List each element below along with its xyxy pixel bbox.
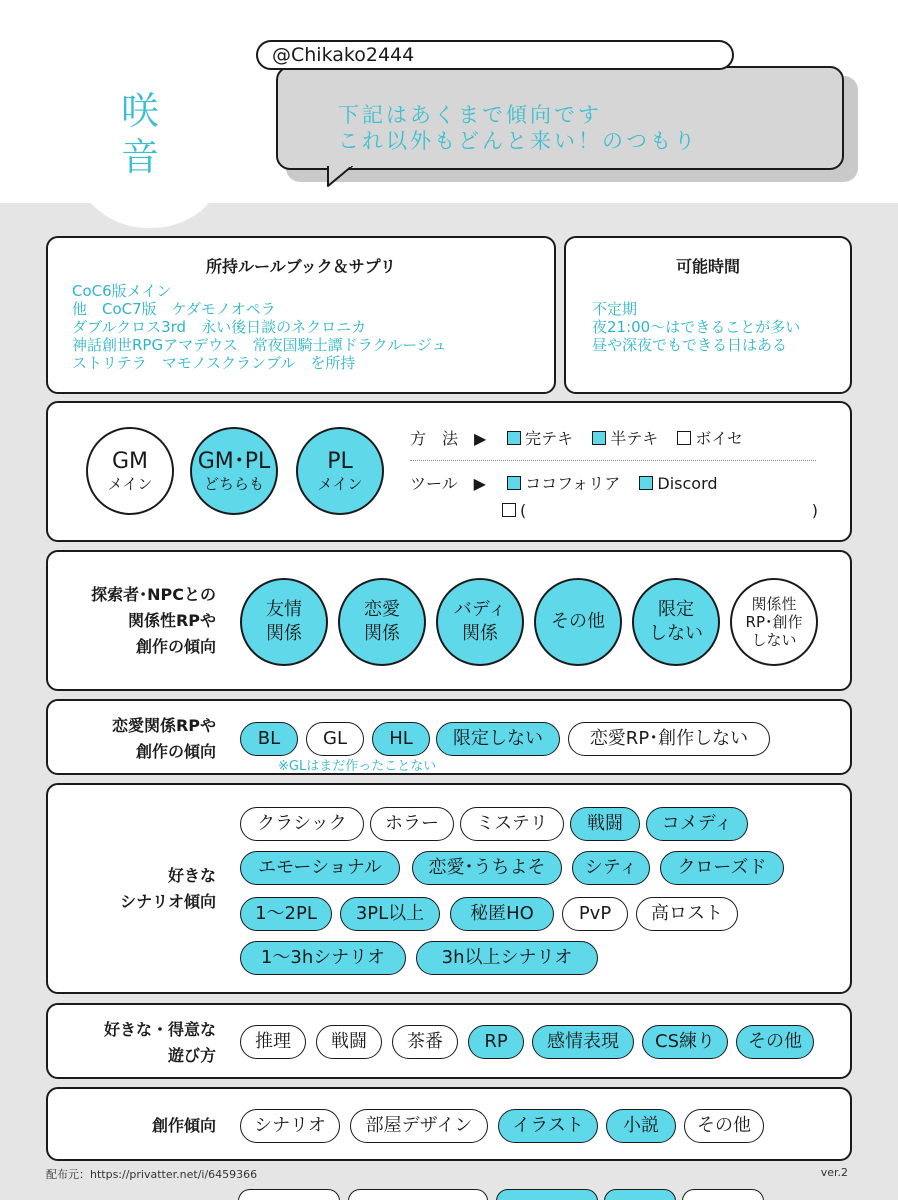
creation-label: 創作傾向 xyxy=(151,1116,216,1135)
label-line: 創作の傾向 xyxy=(135,637,216,656)
creation-other: その他 xyxy=(684,1109,764,1143)
playstyle-label xyxy=(60,1017,216,1069)
label-line: 好きな・得意な xyxy=(103,1020,216,1039)
role-gm-pl-both xyxy=(190,427,278,515)
option-line: 関係性 xyxy=(751,595,797,613)
label-line: シナリオ傾向 xyxy=(120,892,216,911)
relationship-friendship xyxy=(240,578,328,666)
twitter-handle: @Chikako2444 xyxy=(256,40,734,70)
method-option xyxy=(592,429,658,448)
source-credit: 配布元：https://privatter.net/i/6459366 xyxy=(46,1168,258,1181)
scenario-label xyxy=(60,863,216,915)
role-gm-main xyxy=(86,427,174,515)
speech-bubble-tail xyxy=(326,166,358,188)
tool-label: ツール ▶ xyxy=(410,474,486,493)
ghost-pill xyxy=(496,1189,598,1200)
scenario-classic: クラシック xyxy=(240,807,364,841)
label-line: 探索者･NPCとの xyxy=(91,585,216,604)
scenario-city: シティ xyxy=(572,851,650,885)
scenario-card xyxy=(46,783,852,994)
method-option xyxy=(507,429,573,448)
bubble-text xyxy=(338,102,698,154)
ghost-pill xyxy=(348,1189,488,1200)
scenario-1-2pl: 1〜2PL xyxy=(240,897,332,931)
option-line: しない xyxy=(649,623,703,644)
role-top: GM･PL xyxy=(197,448,271,474)
option-line: 友情 xyxy=(266,599,302,620)
method-option-label: 半テキ xyxy=(610,429,659,448)
tool-row xyxy=(410,474,718,494)
method-option-label: 完テキ xyxy=(525,429,574,448)
play-deduction: 推理 xyxy=(240,1025,306,1059)
tool-option-label: Discord xyxy=(657,474,718,493)
checkbox-icon xyxy=(677,431,691,445)
checkbox-icon xyxy=(507,476,521,490)
scenario-battle: 戦闘 xyxy=(570,807,640,841)
scenario-1-3h: 1〜3hシナリオ xyxy=(240,941,406,975)
romance-card xyxy=(46,699,852,775)
rulebooks-title: 所持ルールブック＆サプリ xyxy=(206,257,396,276)
romance-none: 恋愛RP･創作しない xyxy=(568,722,770,756)
play-rp: RP xyxy=(468,1025,524,1059)
scenario-pvp: PvP xyxy=(562,897,628,931)
scenario-3h-plus: 3h以上シナリオ xyxy=(416,941,598,975)
tool-option xyxy=(639,474,717,493)
scenario-horror: ホラー xyxy=(370,807,454,841)
play-emotion: 感情表現 xyxy=(532,1025,634,1059)
scenario-romance: 恋愛･うちよそ xyxy=(412,851,562,885)
tool-other-row xyxy=(502,501,818,521)
option-line: 恋愛 xyxy=(364,599,400,620)
role-bottom: メイン xyxy=(317,474,363,493)
tool-option xyxy=(507,474,620,493)
rulebooks-list xyxy=(72,282,447,372)
scenario-3pl-plus: 3PL以上 xyxy=(340,897,440,931)
role-top: GM xyxy=(111,448,149,474)
time-card xyxy=(564,236,852,394)
time-line: 不定期 xyxy=(592,300,638,318)
next-sheet-edge xyxy=(0,1185,898,1200)
scenario-closed: クローズド xyxy=(660,851,784,885)
relationship-unlimited xyxy=(632,578,720,666)
option-line: RP･創作 xyxy=(745,613,803,631)
romance-hl: HL xyxy=(372,722,430,756)
scenario-mystery: ミステリ xyxy=(460,807,564,841)
time-line: 昼や深夜でもできる日はある xyxy=(592,336,788,354)
label-line: 関係性RPや xyxy=(127,611,216,630)
play-cs: CS練り xyxy=(642,1025,728,1059)
ghost-pill xyxy=(682,1189,764,1200)
rulebook-line: 神話創世RPGアマデウス 常夜国騎士譚ドラクルージュ xyxy=(72,336,447,354)
option-line: しない xyxy=(751,631,797,649)
option-line: その他 xyxy=(551,611,605,632)
romance-bl: BL xyxy=(240,722,298,756)
label-line: 好きな xyxy=(167,866,216,885)
scenario-emotional: エモーショナル xyxy=(240,851,400,885)
romance-label xyxy=(60,713,216,765)
checkbox-icon xyxy=(592,431,606,445)
scenario-high-lost: 高ロスト xyxy=(636,897,738,931)
rulebook-line: CoC6版メイン xyxy=(72,282,172,300)
label-line: 創作の傾向 xyxy=(135,742,216,761)
creation-scenario: シナリオ xyxy=(240,1109,340,1143)
scenario-secret-ho: 秘匿HO xyxy=(450,897,554,931)
time-line: 夜21:00〜はできることが多い xyxy=(592,318,801,336)
relationship-none xyxy=(730,578,818,666)
option-line: バディ xyxy=(453,599,507,620)
checkbox-icon xyxy=(502,503,516,517)
time-title: 可能時間 xyxy=(675,257,740,276)
play-battle: 戦闘 xyxy=(316,1025,382,1059)
playstyle-card xyxy=(46,1003,852,1079)
role-top: PL xyxy=(327,448,353,474)
rulebook-line: ストリテラ マモノスクランブル を所持 xyxy=(72,354,356,372)
dotted-divider xyxy=(410,460,816,461)
method-option-label: ボイセ xyxy=(695,429,743,448)
option-line: 関係 xyxy=(462,623,498,644)
role-bottom: メイン xyxy=(107,474,153,493)
checkbox-icon xyxy=(639,476,653,490)
relationship-card xyxy=(46,550,852,691)
ghost-pill xyxy=(238,1189,340,1200)
relationship-buddy xyxy=(436,578,524,666)
other-close: ) xyxy=(811,501,818,520)
other-open: ( xyxy=(520,501,527,520)
option-line: 関係 xyxy=(266,623,302,644)
bubble-line: これ以外もどんと来い！のつもり xyxy=(338,129,698,153)
romance-note: ※GLはまだ作ったことない xyxy=(278,759,437,774)
role-bottom: どちらも xyxy=(203,474,264,493)
ghost-pill xyxy=(604,1189,676,1200)
version-label: ver.2 xyxy=(820,1166,848,1179)
role-card xyxy=(46,401,852,542)
option-line: 関係 xyxy=(364,623,400,644)
label-line: 恋愛関係RPや xyxy=(111,716,216,735)
creation-novel: 小説 xyxy=(606,1109,676,1143)
relationship-other xyxy=(534,578,622,666)
method-option xyxy=(677,429,743,448)
creation-illustration: イラスト xyxy=(498,1109,598,1143)
tool-option-label: ココフォリア xyxy=(525,474,621,493)
character-name: 咲音 xyxy=(120,89,161,179)
option-line: 限定 xyxy=(658,599,694,620)
play-banter: 茶番 xyxy=(392,1025,458,1059)
creation-card xyxy=(46,1087,852,1161)
bubble-line: 下記はあくまで傾向です xyxy=(338,103,602,127)
relationship-label xyxy=(60,582,216,660)
romance-gl: GL xyxy=(306,722,364,756)
scenario-comedy: コメディ xyxy=(646,807,748,841)
creation-room-design: 部屋デザイン xyxy=(350,1109,488,1143)
checkbox-icon xyxy=(507,431,521,445)
rulebook-line: ダブルクロス3rd 永い後日談のネクロニカ xyxy=(72,318,367,336)
method-row xyxy=(410,429,743,449)
label-line: 遊び方 xyxy=(167,1046,216,1065)
rulebook-line: 他 CoC7版 ケダモノオペラ xyxy=(72,300,276,318)
method-label: 方 法 ▶ xyxy=(410,429,487,448)
romance-unlimited: 限定しない xyxy=(436,722,560,756)
role-pl-main xyxy=(296,427,384,515)
time-list xyxy=(592,300,800,354)
relationship-romance xyxy=(338,578,426,666)
play-other: その他 xyxy=(736,1025,814,1059)
rulebooks-card xyxy=(46,236,556,394)
